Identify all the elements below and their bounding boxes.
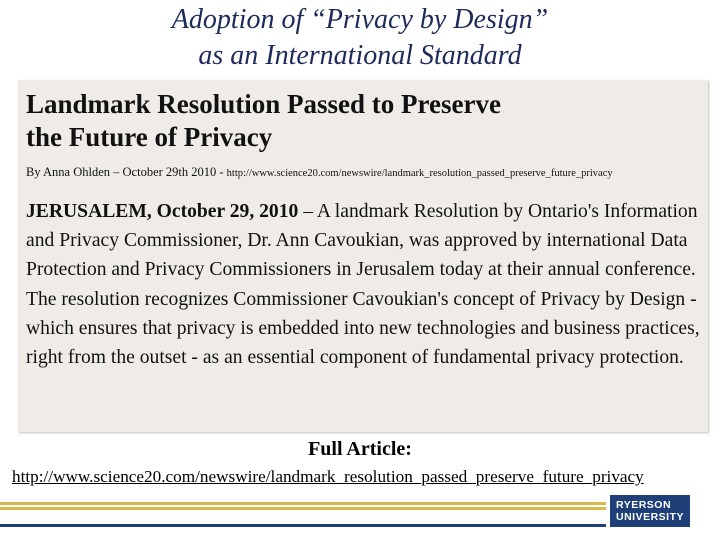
logo-wordmark [610,495,690,527]
headline-line1: Landmark Resolution Passed to Preserve [26,89,501,119]
article-headline [26,88,686,154]
logo-line2: UNIVERSITY [616,511,685,523]
headline-line2: the Future of Privacy [26,122,273,152]
slide-title [0,2,720,74]
ryerson-logo [610,487,714,535]
logo-line1: RYERSON [616,499,672,511]
byline-author-date: By Anna Ohlden – October 29th 2010 - [26,165,227,179]
slide-title-line1: Adoption of “Privacy by Design” [171,4,549,35]
full-article-label: Full Article: [308,438,412,460]
article-body [26,197,706,372]
article-dateline: JERUSALEM, October 29, 2010 [26,201,299,222]
footer-navy-rule [0,524,606,527]
article-byline [26,164,706,182]
footer-gold-rule [0,502,606,505]
article-excerpt [18,80,708,432]
article-body-text: – A landmark Resolution by Ontario's Information and Privacy Commissioner, Dr. Ann Cavoukian, was approved by international Data Protection and Privacy Commissioners in Jerusalem today at their annual conference. The resolution recognizes Commissioner Cavoukian's concept of Privacy by Design - which ensures that privacy is embedded into new technologies and business practices, right from the outset - as an essential component of fundamental privacy protection. [26,201,700,369]
slide-title-line2: as an International Standard [198,40,522,71]
full-article-link[interactable]: http://www.science20.com/newswire/landmark_resolution_passed_preserve_future_privacy [12,467,644,486]
footer-gold-rule-2 [0,507,606,510]
byline-url: http://www.science20.com/newswire/landmark_resolution_passed_preserve_future_privacy [226,168,613,179]
